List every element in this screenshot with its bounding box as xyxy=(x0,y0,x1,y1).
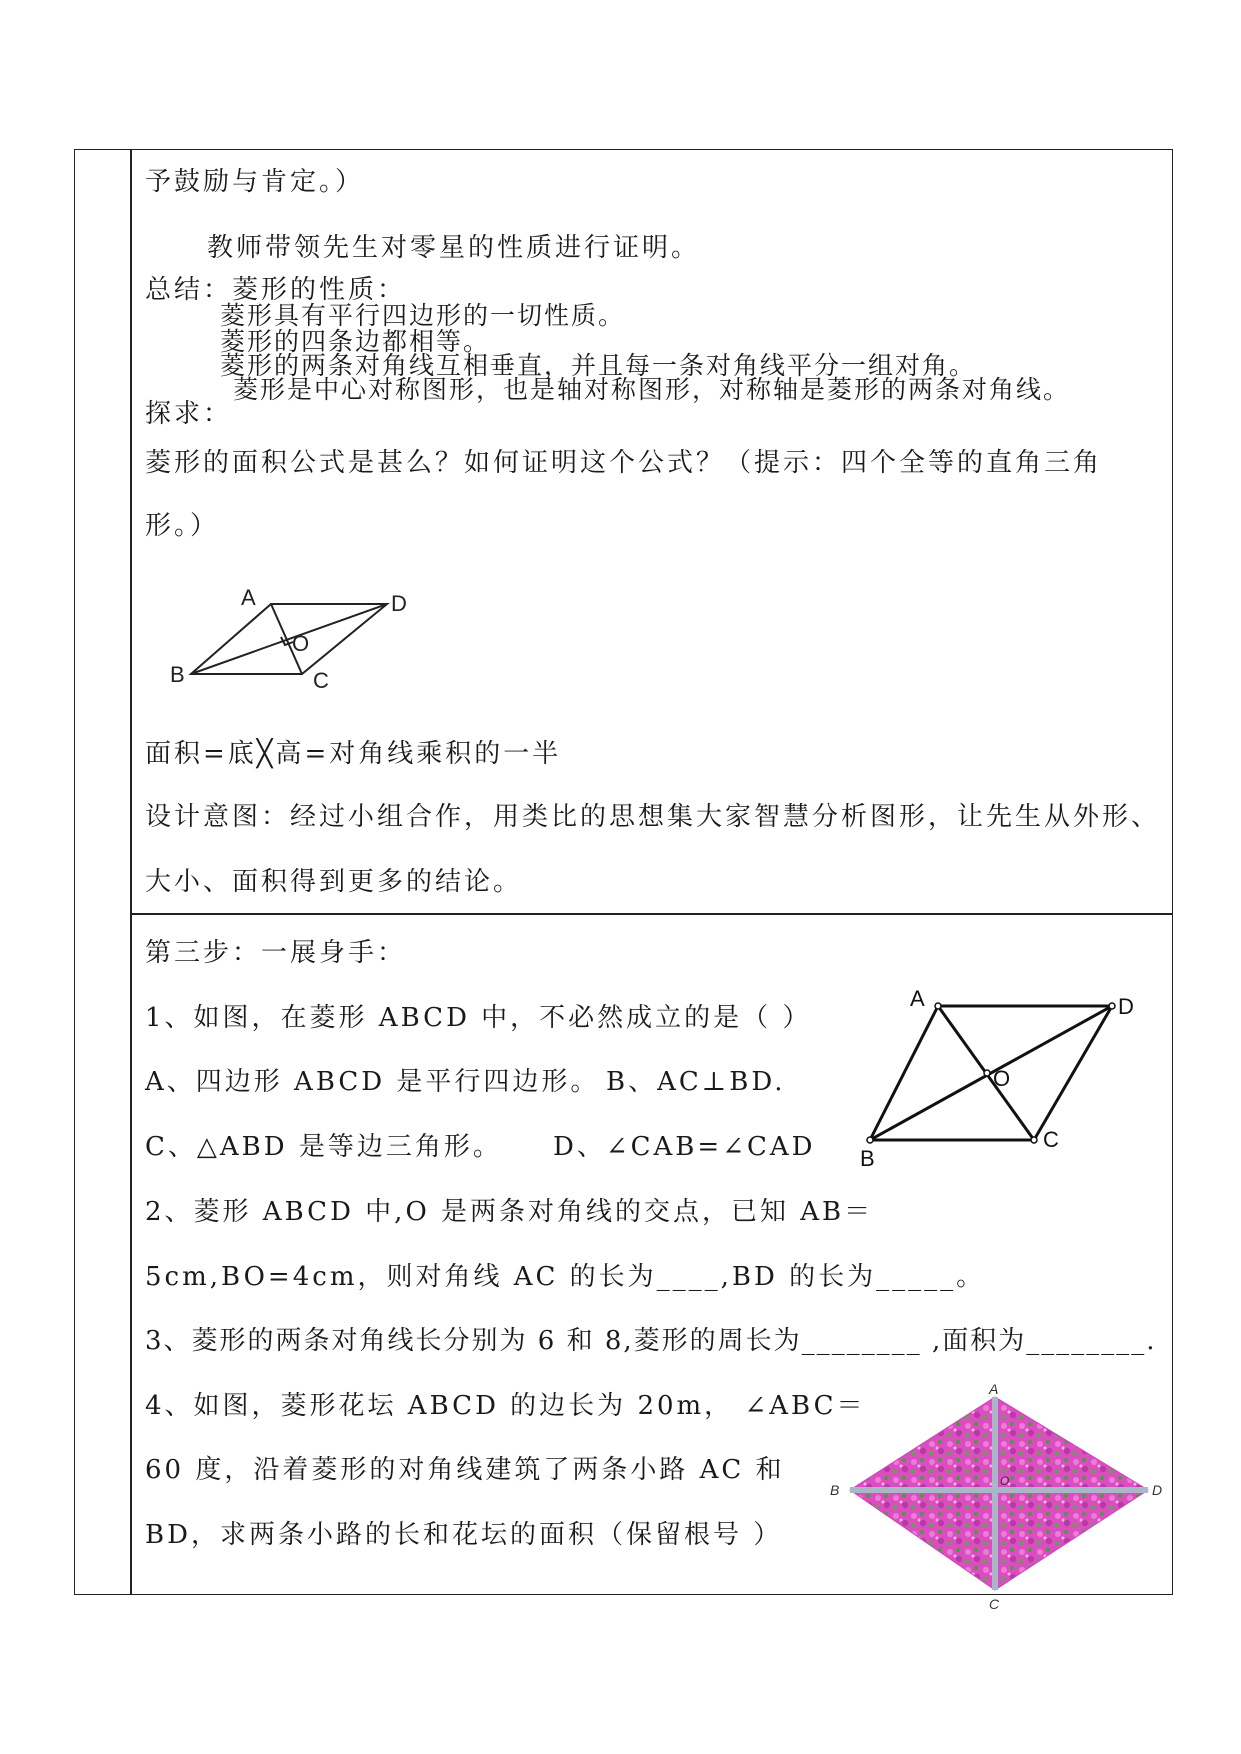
property-2: 菱形的四条边都相等。 xyxy=(220,327,491,356)
label-c: C xyxy=(989,1596,1000,1612)
property-4: 菱形是中心对称图形，也是轴对称图形，对称轴是菱形的两条对角线。 xyxy=(233,375,1071,404)
rhombus-figure-large xyxy=(850,980,1140,1170)
flower-bed xyxy=(850,1397,1148,1590)
label-o: O xyxy=(292,631,310,656)
property-1: 菱形具有平行四边形的一切性质。 xyxy=(220,301,626,330)
question-3: 3、菱形的两条对角线长分别为 6 和 8,菱形的周长为________ ,面积为________. xyxy=(145,1326,1157,1356)
label-a: A xyxy=(241,585,256,610)
summary-label: 总结：菱形的性质： xyxy=(145,275,407,305)
question-1-option-b: B、AC⊥BD. xyxy=(606,1067,786,1097)
diagonal-bd xyxy=(870,1006,1112,1140)
label-b: B xyxy=(830,1482,840,1498)
label-d: D xyxy=(1118,994,1134,1019)
table-column-divider xyxy=(130,149,132,1595)
question-area-line-2: 形。） xyxy=(145,511,220,541)
property-3: 菱形的两条对角线互相垂直，并且每一条对角线平分一组对角。 xyxy=(220,351,977,380)
text-teacher-proof: 教师带领先生对零星的性质进行证明。 xyxy=(207,233,701,263)
label-c: C xyxy=(313,668,329,693)
label-c: C xyxy=(1043,1127,1059,1152)
text-continue: 予鼓励与肯定。） xyxy=(145,167,365,197)
table-row-divider xyxy=(130,913,1173,915)
question-1-option-c: C、△ABD 是等边三角形。 xyxy=(145,1132,502,1162)
label-a: A xyxy=(989,1381,999,1397)
question-1: 1、如图，在菱形 ABCD 中，不必然成立的是（ ） xyxy=(145,1003,812,1033)
label-a: A xyxy=(910,986,925,1011)
rhombus-figure-small xyxy=(165,585,425,695)
area-formula: 面积=底╳高=对角线乘积的一半 xyxy=(145,739,562,769)
question-1-option-a: A、四边形 ABCD 是平行四边形。 xyxy=(145,1067,600,1097)
label-d: D xyxy=(1152,1482,1163,1498)
label-b: B xyxy=(860,1146,875,1171)
design-intent-line-1: 设计意图：经过小组合作，用类比的思想集大家智慧分析图形，让先生从外形、 xyxy=(145,802,1161,832)
question-area-line-1: 菱形的面积公式是甚么？如何证明这个公式？（提示：四个全等的直角三角 xyxy=(145,448,1103,478)
diagonal-bd xyxy=(191,604,387,674)
question-4-line-1: 4、如图，菱形花坛 ABCD 的边长为 20m， ∠ABC＝ xyxy=(145,1391,866,1421)
label-b: B xyxy=(170,662,185,687)
question-2-line-2: 5cm,BO=4cm，则对角线 AC 的长为____,BD 的长为_____。 xyxy=(145,1262,986,1292)
design-intent-line-2: 大小、面积得到更多的结论。 xyxy=(145,867,523,897)
question-4-line-3: BD，求两条小路的长和花坛的面积（保留根号 ） xyxy=(145,1520,783,1550)
label-o: O xyxy=(1000,1474,1010,1488)
step-three-title: 第三步：一展身手： xyxy=(145,938,407,968)
flower-bed-figure xyxy=(820,1381,1163,1615)
label-d: D xyxy=(391,591,407,616)
question-1-option-d: D、∠CAB=∠CAD xyxy=(553,1132,816,1162)
question-2-line-1: 2、菱形 ABCD 中,O 是两条对角线的交点，已知 AB＝ xyxy=(145,1197,874,1227)
question-4-line-2: 60 度，沿着菱形的对角线建筑了两条小路 AC 和 xyxy=(145,1455,785,1485)
label-o: O xyxy=(993,1066,1011,1091)
explore-label: 探求： xyxy=(145,399,233,429)
